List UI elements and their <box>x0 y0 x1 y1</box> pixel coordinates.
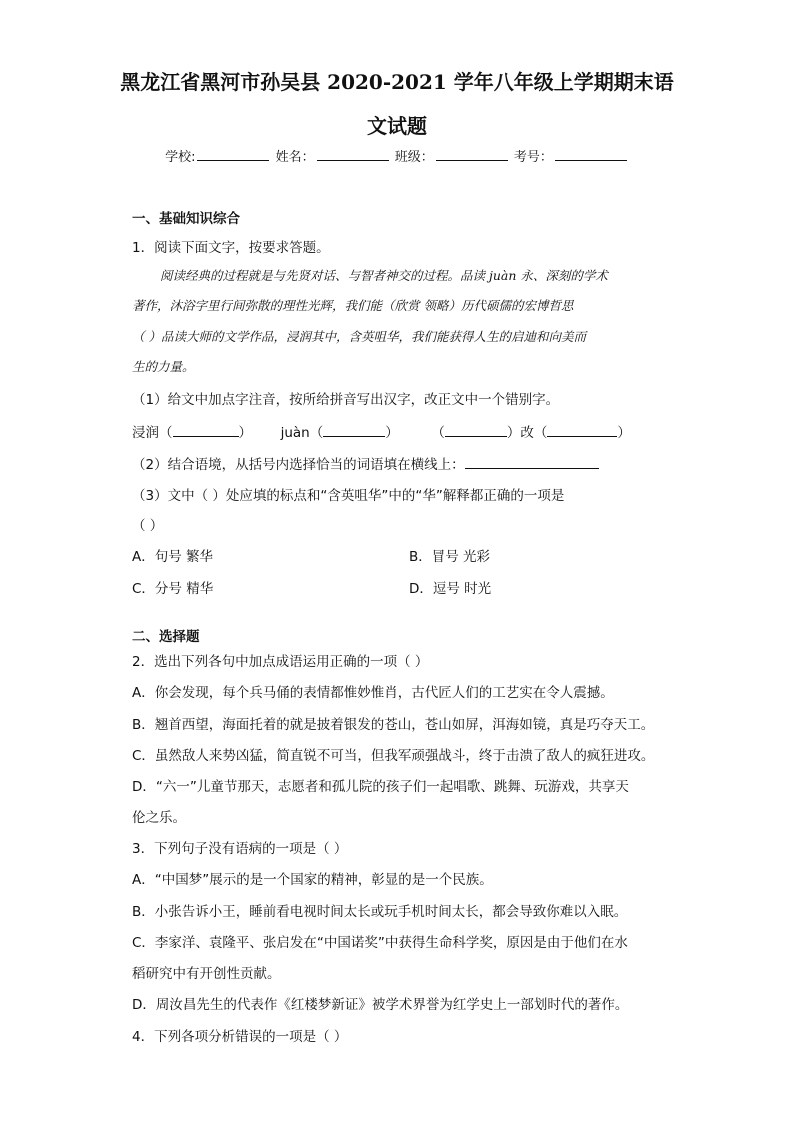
exam-no-label: 考号： <box>513 150 553 165</box>
option-a[interactable]: A．句号 繁华 <box>132 549 214 565</box>
q3-option-c-cont: 稻研究中有开创性贡献。 <box>132 966 281 982</box>
school-field[interactable] <box>197 146 269 161</box>
fill-label: ）改（ <box>506 425 548 441</box>
q3-option-d[interactable]: D．周汝昌先生的代表作《红楼梦新证》被学术界誉为红学史上一部划时代的著作。 <box>132 997 629 1013</box>
section1-heading: 一、基础知识综合 <box>132 211 240 227</box>
fill-label: ） <box>385 425 399 441</box>
q3-option-a[interactable]: A．“中国梦”展示的是一个国家的精神，彰显的是一个民族。 <box>132 872 493 888</box>
q1-part1-fills <box>132 421 631 441</box>
fill-label: （ <box>431 425 445 441</box>
passage-line: 著作，沐浴字里行间弥散的理性光辉，我们能（欣赏 领略）历代硕儒的宏博哲思 <box>132 298 574 313</box>
q1-stem: 1．阅读下面文字，按要求答题。 <box>132 240 330 256</box>
passage-line: 阅读经典的过程就是与先贤对话、与智者神交的过程。品读 juàn 永、深刻的学术 <box>160 268 608 283</box>
q3-option-b[interactable]: B．小张告诉小王，睡前看电视时间太长或玩手机时间太长，都会导致你难以入眠。 <box>132 904 628 920</box>
fill-label: juàn（ <box>280 425 324 441</box>
q2-stem: 2．选出下列各句中加点成语运用正确的一项（ ） <box>132 654 429 670</box>
answer-blank[interactable] <box>323 422 385 437</box>
q2-option-a[interactable]: A．你会发现，每个兵马俑的表情都惟妙惟肖，古代匠人们的工艺实在令人震撼。 <box>132 685 614 701</box>
q2-option-c[interactable]: C．虽然敌人来势凶猛，简直锐不可当，但我军顽强战斗，终于击溃了敌人的疯狂进攻。 <box>132 748 655 764</box>
q1-part3: （3）文中（ ）处应填的标点和“含英咀华”中的“华”解释都正确的一项是 <box>132 488 565 504</box>
q2-option-d[interactable]: D．“六一”儿童节那天，志愿者和孤儿院的孩子们一起唱歌、跳舞、玩游戏，共享天 <box>132 779 629 795</box>
fill-label: ） <box>617 425 631 441</box>
fill-label: ） <box>238 425 252 441</box>
q4-stem: 4．下列各项分析错误的一项是（ ） <box>132 1029 348 1045</box>
student-info-row <box>0 146 794 165</box>
q1-part1: （1）给文中加点字注音，按所给拼音写出汉字，改正文中一个错别字。 <box>132 392 560 408</box>
q1-part3-answer-paren: （ ） <box>132 518 164 534</box>
class-field[interactable] <box>436 146 508 161</box>
q3-option-c[interactable]: C．李家洋、袁隆平、张启发在“中国诺奖”中获得生命科学奖，原因是由于他们在水 <box>132 935 628 951</box>
option-d[interactable]: D．逗号 时光 <box>409 581 492 597</box>
section2-heading: 二、选择题 <box>132 629 200 645</box>
school-label: 学校: <box>165 150 196 165</box>
q1-part2 <box>132 453 599 473</box>
passage-line: 生的力量。 <box>132 359 195 374</box>
answer-blank[interactable] <box>173 422 239 437</box>
exam-no-field[interactable] <box>555 146 627 161</box>
passage-line: （ ）品读大师的文学作品，浸润其中，含英咀华，我们能获得人生的启迪和向美而 <box>132 329 586 344</box>
option-c[interactable]: C．分号 精华 <box>132 581 214 597</box>
answer-blank[interactable] <box>445 422 507 437</box>
q3-stem: 3．下列句子没有语病的一项是（ ） <box>132 841 348 857</box>
q2-option-d-cont: 伦之乐。 <box>132 810 186 826</box>
answer-blank[interactable] <box>547 422 617 437</box>
q1-part2-text: （2）结合语境，从括号内选择恰当的词语填在横线上： <box>132 457 465 473</box>
name-field[interactable] <box>317 146 389 161</box>
name-label: 姓名： <box>275 150 315 165</box>
fill-label: 浸润（ <box>132 425 173 441</box>
exam-title-line2: 文试题 <box>367 114 427 138</box>
q2-option-b[interactable]: B．翘首西望，海面托着的就是披着银发的苍山，苍山如屏，洱海如镜，真是巧夺天工。 <box>132 717 655 733</box>
option-b[interactable]: B．冒号 光彩 <box>409 549 491 565</box>
exam-title-line1: 黑龙江省黑河市孙吴县 2020-2021 学年八年级上学期期末语 <box>120 70 674 94</box>
answer-blank[interactable] <box>465 454 599 469</box>
class-label: 班级： <box>394 150 434 165</box>
